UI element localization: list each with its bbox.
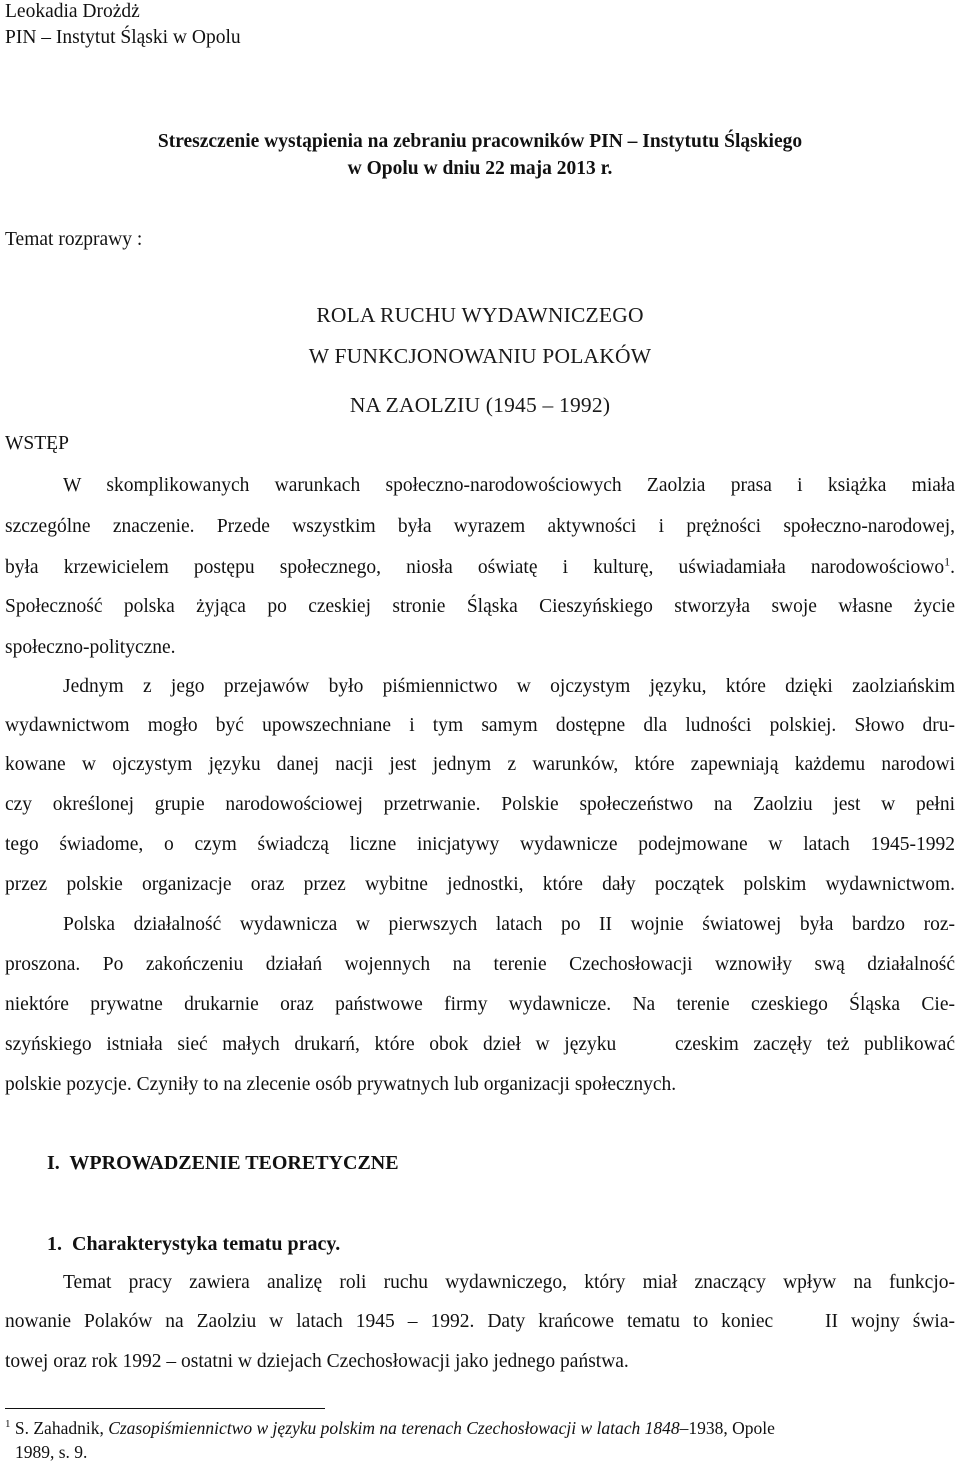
intro-p3-line-1: Polska działalność wydawnicza w pierwszych latach po II wojnie światowej była bardzo roz- [63, 914, 955, 935]
document-title-line-2: w Opolu w dniu 22 maja 2013 r. [347, 158, 613, 179]
topic-title-line-3: NA ZAOLZIU (1945 – 1992) [349, 393, 611, 417]
section-heading: I. WPROWADZENIE TEORETYCZNE [47, 1152, 399, 1174]
intro-p1-line-3 [5, 554, 955, 579]
intro-p2-line-3: kowane w ojczystym języku danej nacji jest jednym z warunków, które zapewniają każdemu narodowi [5, 754, 955, 775]
footnote-after: –1938, Opole [679, 1418, 775, 1438]
intro-p3-line-2: proszona. Po zakończeniu działań wojennych na terenie Czechosłowacji wznowiły swą działalność [5, 954, 955, 975]
intro-p3-line-3: niektóre prywatne drukarnie oraz państwowe firmy wydawnicze. Na terenie czeskiego Śląska Cie- [5, 994, 955, 1015]
intro-p2-line-4: czy określonej grupie narodowościowej przetrwanie. Polskie społeczeństwo na Zaolziu jest w pełni [5, 794, 955, 815]
intro-p3-line-5: polskie pozycje. Czyniły to na zlecenie osób prywatnych lub organizacji społecznych. [5, 1074, 677, 1095]
intro-p1-line-3-text: była krzewicielem postępu społecznego, niosła oświatę i kulturę, uświadamiała narodowościowo [5, 557, 945, 578]
intro-heading: WSTĘP [5, 433, 69, 454]
intro-p1-line-5: społeczno-polityczne. [5, 637, 176, 658]
intro-p2-line-5: tego świadome, o czym świadczą liczne inicjatywy wydawnicze podejmowane w latach 1945-1992 [5, 834, 955, 855]
intro-p3-line-4: szyńskiego istniała sieć małych drukarń, które obok dzieł w języku czeskim zaczęły też publikować [5, 1034, 955, 1055]
footnote-author: S. Zahadnik, [10, 1418, 109, 1438]
footnote-mark: 1 [5, 1418, 11, 1431]
subsection-heading: 1. Charakterystyka tematu pracy. [47, 1233, 341, 1255]
intro-p1-line-1: W skomplikowanych warunkach społeczno-narodowościowych Zaolzia prasa i książka miała [63, 475, 955, 496]
footnote-title: Czasopiśmiennictwo w języku polskim na terenach Czechosłowacji w latach 1848 [108, 1418, 680, 1438]
document-title-line-1: Streszczenie wystąpienia na zebraniu pracowników PIN – Instytutu Śląskiego [157, 131, 803, 152]
section1-p-line-1: Temat pracy zawiera analizę roli ruchu wydawniczego, który miał znaczący wpływ na funkcjo- [63, 1272, 955, 1293]
intro-p1-line-4: Społeczność polska żyjąca po czeskiej stronie Śląska Cieszyńskiego stworzyła swoje własne życie [5, 596, 955, 617]
author-institution: PIN – Instytut Śląski w Opolu [5, 27, 241, 48]
intro-p2-line-6: przez polskie organizacje oraz przez wybitne jednostki, które dały początek polskim wydawnictwom. [5, 874, 955, 895]
topic-title-line-1: ROLA RUCHU WYDAWNICZEGO [316, 303, 644, 327]
intro-p1-line-3-end: . [950, 557, 955, 578]
topic-title-line-2: W FUNKCJONOWANIU POLAKÓW [308, 344, 652, 368]
footnote-line-2: 1989, s. 9. [15, 1442, 88, 1462]
author-name: Leokadia Drożdż [5, 1, 140, 22]
intro-p2-line-1: Jednym z jego przejawów było piśmiennictwo w ojczystym języku, które dzięki zaolziańskim [63, 676, 955, 697]
footnote-line-1 [5, 1418, 955, 1439]
footnote-separator [5, 1408, 325, 1409]
section1-p-line-2: nowanie Polaków na Zaolziu w latach 1945 – 1992. Daty krańcowe tematu to koniec II wojny świa- [5, 1311, 955, 1332]
section1-p-line-3: towej oraz rok 1992 – ostatni w dziejach Czechosłowacji jako jednego państwa. [5, 1351, 629, 1372]
topic-label: Temat rozprawy : [5, 229, 143, 250]
intro-p1-line-2: szczególne znaczenie. Przede wszystkim była wyrazem aktywności i prężności społeczno-narodowej, [5, 516, 955, 537]
intro-p2-line-2: wydawnictwom mogło być upowszechniane i tym samym dostępne dla ludności polskiej. Słowo dru- [5, 715, 955, 736]
footnote-reference[interactable]: 1 [944, 554, 951, 569]
